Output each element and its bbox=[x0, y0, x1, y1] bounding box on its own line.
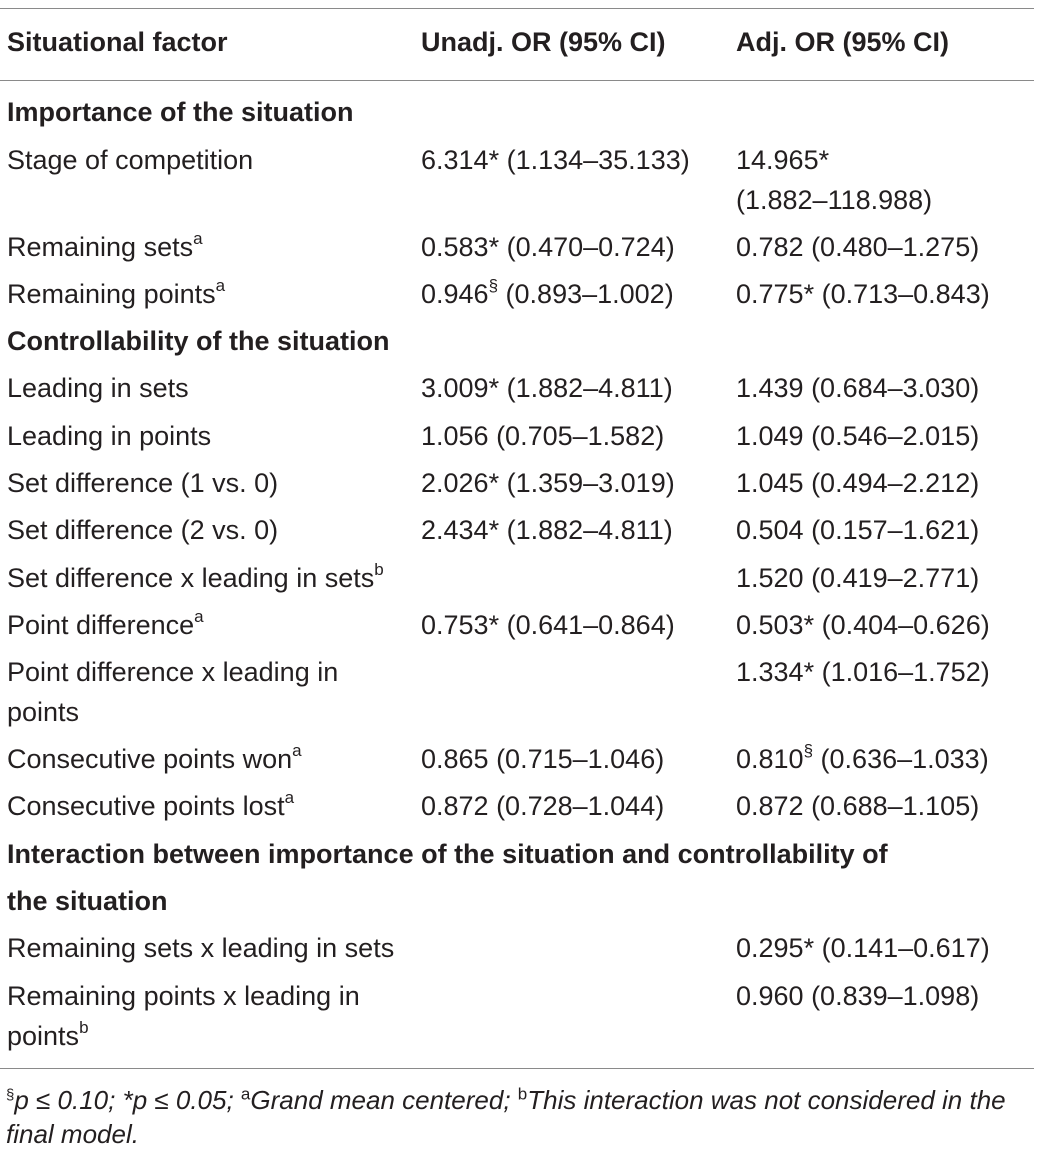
header-adj-or: Adj. OR (95% CI) bbox=[736, 27, 950, 57]
row-consec-won-unadj: 0.865 (0.715–1.046) bbox=[421, 744, 665, 774]
row-point-diff-adj: 0.503* (0.404–0.626) bbox=[736, 610, 990, 640]
row-set-diff-2-adj: 0.504 (0.157–1.621) bbox=[736, 515, 980, 545]
row-set-diff-x-adj: 1.520 (0.419–2.771) bbox=[736, 563, 980, 593]
row-set-diff-2-unadj: 2.434* (1.882–4.811) bbox=[421, 515, 673, 545]
row-stage-adj-line2: (1.882–118.988) bbox=[736, 185, 933, 215]
row-rem-sets-x-label: Remaining sets x leading in sets bbox=[7, 933, 395, 963]
row-set-diff-2-label: Set difference (2 vs. 0) bbox=[7, 515, 279, 545]
header-rule bbox=[0, 80, 1034, 81]
row-leading-sets-label: Leading in sets bbox=[7, 373, 189, 403]
section-importance: Importance of the situation bbox=[7, 97, 354, 127]
row-consec-won-adj: 0.810§ (0.636–1.033) bbox=[736, 741, 989, 774]
row-remaining-sets-adj: 0.782 (0.480–1.275) bbox=[736, 232, 980, 262]
row-point-diff-x-adj: 1.334* (1.016–1.752) bbox=[736, 657, 990, 687]
row-remaining-points-adj: 0.775* (0.713–0.843) bbox=[736, 279, 990, 309]
section-interaction-line1: Interaction between importance of the situation and controllability of bbox=[7, 839, 888, 869]
row-remaining-points-label: Remaining points$^a$ bbox=[7, 276, 226, 309]
bottom-rule bbox=[0, 1068, 1034, 1069]
row-rem-sets-x-adj: 0.295* (0.141–0.617) bbox=[736, 933, 990, 963]
row-leading-sets-adj: 1.439 (0.684–3.030) bbox=[736, 373, 980, 403]
row-consec-lost-adj: 0.872 (0.688–1.105) bbox=[736, 791, 980, 821]
row-point-diff-label: Point difference$^a$ bbox=[7, 607, 204, 640]
section-interaction-line2: the situation bbox=[7, 886, 168, 916]
row-set-diff-1-unadj: 2.026* (1.359–3.019) bbox=[421, 468, 675, 498]
section-controllability: Controllability of the situation bbox=[7, 326, 390, 356]
row-point-diff-unadj: 0.753* (0.641–0.864) bbox=[421, 610, 675, 640]
row-rem-points-x-adj: 0.960 (0.839–1.098) bbox=[736, 981, 980, 1011]
header-situational-factor: Situational factor bbox=[7, 27, 228, 57]
row-leading-points-unadj: 1.056 (0.705–1.582) bbox=[421, 421, 665, 451]
row-set-diff-1-label: Set difference (1 vs. 0) bbox=[7, 468, 279, 498]
row-consec-lost-unadj: 0.872 (0.728–1.044) bbox=[421, 791, 665, 821]
row-leading-points-label: Leading in points bbox=[7, 421, 212, 451]
row-stage-adj-line1: 14.965* bbox=[736, 145, 830, 175]
row-remaining-sets-unadj: 0.583* (0.470–0.724) bbox=[421, 232, 675, 262]
row-point-diff-x-label-line1: Point difference x leading in bbox=[7, 657, 339, 687]
row-remaining-sets-label: Remaining sets$^a$ bbox=[7, 229, 203, 262]
row-rem-points-x-label-line2: points$^b$ bbox=[7, 1018, 89, 1051]
row-set-diff-1-adj: 1.045 (0.494–2.212) bbox=[736, 468, 980, 498]
row-stage-label: Stage of competition bbox=[7, 145, 254, 175]
row-rem-points-x-label-line1: Remaining points x leading in bbox=[7, 981, 360, 1011]
top-rule bbox=[0, 8, 1034, 9]
row-stage-unadj: 6.314* (1.134–35.133) bbox=[421, 145, 690, 175]
row-set-diff-x-label: Set difference x leading in sets$^b$ bbox=[7, 560, 384, 593]
row-consec-lost-label: Consecutive points lost$^a$ bbox=[7, 788, 295, 821]
row-leading-points-adj: 1.049 (0.546–2.015) bbox=[736, 421, 980, 451]
table-footnote: §p ≤ 0.10; *p ≤ 0.05; $^a$Grand mean centered; $^b$This interaction was not considered in the final model. bbox=[6, 1084, 1006, 1149]
header-unadj-or: Unadj. OR (95% CI) bbox=[421, 27, 666, 57]
row-remaining-points-unadj: 0.946§ (0.893–1.002) bbox=[421, 276, 674, 309]
row-leading-sets-unadj: 3.009* (1.882–4.811) bbox=[421, 373, 673, 403]
row-consec-won-label: Consecutive points won$^a$ bbox=[7, 741, 302, 774]
row-point-diff-x-label-line2: points bbox=[7, 697, 80, 727]
